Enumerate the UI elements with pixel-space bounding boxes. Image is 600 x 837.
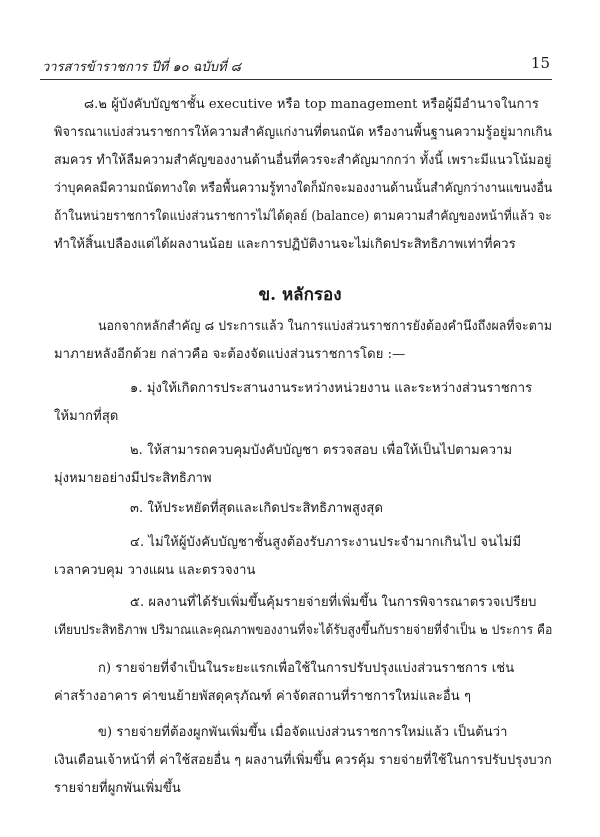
list-item-3-line: ๓. ให้ประหยัดที่สุดและเกิดประสิทธิภาพสูงสุด xyxy=(130,501,383,516)
sub-item-kho-line: ข) รายจ่ายที่ต้องผูกพันเพิ่มขึ้น เมื่อจัดแบ่งส่วนราชการใหม่แล้ว เป็นต้นว่า xyxy=(98,725,508,740)
header-divider xyxy=(40,79,552,80)
intro-line: นอกจากหลักสำคัญ ๘ ประการแล้ว ในการแบ่งส่วนราชการยังต้องคำนึงถึงผลที่จะตาม xyxy=(98,319,553,334)
paragraph-line: ว่าบุคคลมีความถนัดทางใด หรือพื้นความรู้ทางใดก็มักจะมองงานด้านนั้นสำคัญกว่างานแขนงอื่น xyxy=(54,181,553,196)
paragraph-line: สมควร ทำให้ลืมความสำคัญของงานด้านอื่นที่ควรจะสำคัญมากกว่า ทั้งนี้ เพราะมีแนวโน้มอยู่ xyxy=(54,153,552,168)
sub-item-ka-line: ก) รายจ่ายที่จำเป็นในระยะแรกเพื่อใช้ในการปรับปรุงแบ่งส่วนราชการ เช่น xyxy=(98,661,515,676)
list-item-1-line: ให้มากที่สุด xyxy=(54,409,119,424)
list-item-5-line: ๕. ผลงานที่ได้รับเพิ่มขึ้นคุ้มรายจ่ายที่เพิ่มขึ้น ในการพิจารณาตรวจเปรียบ xyxy=(130,595,537,610)
sub-item-kho-line: เงินเดือนเจ้าหน้าที่ ค่าใช้สอยอื่น ๆ ผลงานที่เพิ่มขึ้น ควรคุ้ม รายจ่ายที่ใช้ในการปรับปรุงบวก xyxy=(54,753,552,768)
running-header xyxy=(42,56,550,78)
list-item-5-line: เทียบประสิทธิภาพ ปริมาณและคุณภาพของงานที่จะได้รับสูงขึ้นกับรายจ่ายที่จำเป็น ๒ ประการ คือ xyxy=(54,623,553,638)
intro-line: มาภายหลังอีกด้วย กล่าวคือ จะต้องจัดแบ่งส่วนราชการโดย :— xyxy=(54,347,406,362)
list-item-4-line: ๔. ไม่ให้ผู้บังคับบัญชาชั้นสูงต้องรับภาระงานประจำมากเกินไป จนไม่มี xyxy=(130,535,522,550)
sub-item-kho-line: รายจ่ายที่ผูกพันเพิ่มขึ้น xyxy=(54,781,181,796)
list-item-4-line: เวลาควบคุม วางแผน และตรวจงาน xyxy=(54,563,256,578)
paragraph-line: ๘.๒ ผู้บังคับบัญชาชั้น executive หรือ top management หรือผู้มีอำนาจในการ xyxy=(84,97,539,112)
list-item-1-line: ๑. มุ่งให้เกิดการประสานงานระหว่างหน่วยงาน และระหว่างส่วนราชการ xyxy=(130,381,533,396)
list-item-2-line: มุ่งหมายอย่างมีประสิทธิภาพ xyxy=(54,471,212,486)
paragraph-line: ถ้าในหน่วยราชการใดแบ่งส่วนราชการไม่ได้ดุลย์ (balance) ตามความสำคัญของหน้าที่แล้ว จะ xyxy=(54,209,552,224)
section-heading: ข. หลักรอง xyxy=(258,285,342,305)
paragraph-line: ทำให้สิ้นเปลืองแต่ได้ผลงานน้อย และการปฏิบัติงานจะไม่เกิดประสิทธิภาพเท่าที่ควร xyxy=(54,237,516,252)
sub-item-ka-line: ค่าสร้างอาคาร ค่าขนย้ายพัสดุครุภัณฑ์ ค่าจัดสถานที่ราชการใหม่และอื่น ๆ xyxy=(54,689,472,704)
paragraph-line: พิจารณาแบ่งส่วนราชการให้ความสำคัญแก่งานที่ตนถนัด หรืองานพื้นฐานความรู้อยู่มากเกิน xyxy=(54,125,552,140)
list-item-2-line: ๒. ให้สามารถควบคุมบังคับบัญชา ตรวจสอบ เพื่อให้เป็นไปตามความ xyxy=(130,443,513,458)
journal-title: วารสารข้าราชการ ปีที่ ๑๐ ฉบับที่ ๘ xyxy=(42,60,241,75)
page-number: 15 xyxy=(530,54,550,72)
